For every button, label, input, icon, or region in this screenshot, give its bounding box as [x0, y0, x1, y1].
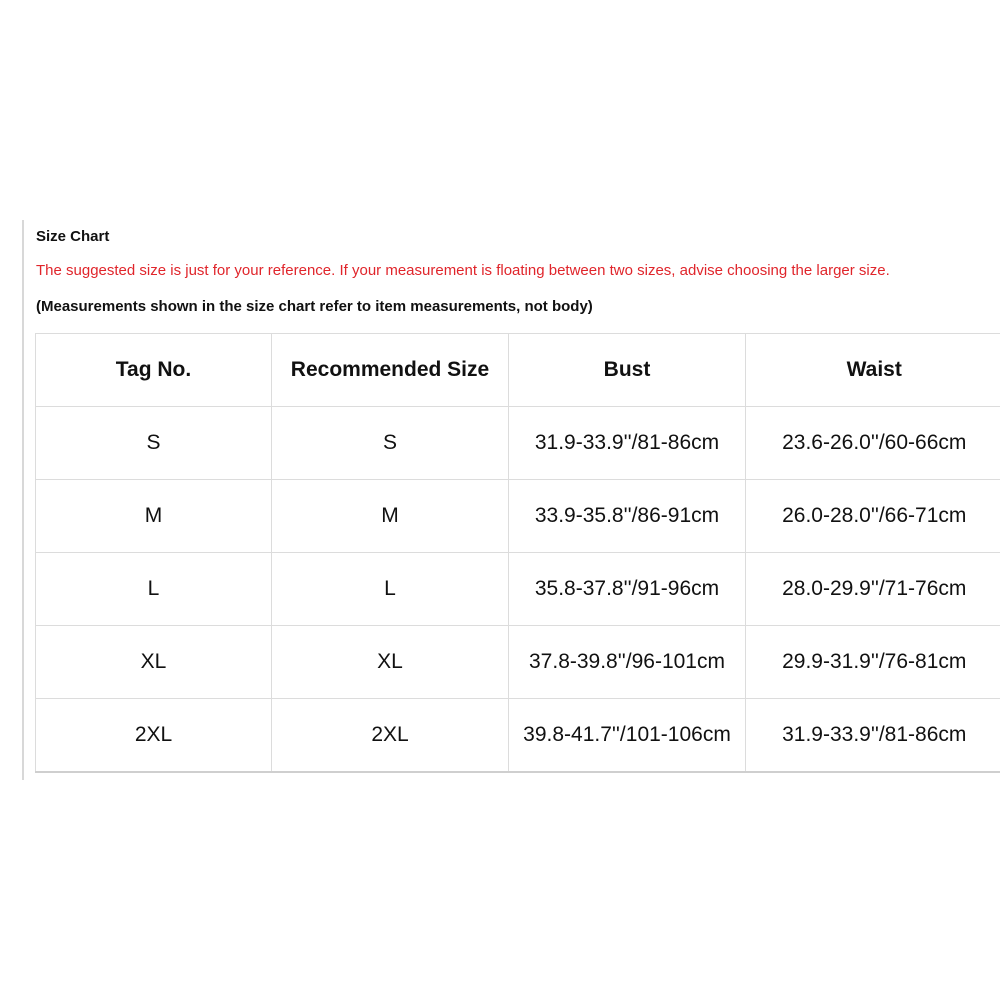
- table-row: [36, 553, 1000, 626]
- cell-recommended-size: M: [272, 480, 509, 553]
- cell-bust: 35.8-37.8''/91-96cm: [509, 553, 746, 626]
- cell-recommended-size: 2XL: [272, 699, 509, 773]
- cell-waist: 29.9-31.9''/76-81cm: [746, 626, 1000, 699]
- cell-bust: 37.8-39.8''/96-101cm: [509, 626, 746, 699]
- cell-recommended-size: S: [272, 407, 509, 480]
- table-row: [36, 480, 1000, 553]
- size-table: [35, 333, 1000, 773]
- size-advice-notice: The suggested size is just for your reference. If your measurement is floating between two sizes, advise choosing the larger size.: [36, 262, 890, 279]
- cell-recommended-size: L: [272, 553, 509, 626]
- cell-bust: 31.9-33.9''/81-86cm: [509, 407, 746, 480]
- cell-waist: 26.0-28.0''/66-71cm: [746, 480, 1000, 553]
- table-row: [36, 626, 1000, 699]
- size-chart-title: Size Chart: [36, 228, 110, 245]
- header-waist: Waist: [746, 334, 1000, 407]
- cell-bust: 33.9-35.8''/86-91cm: [509, 480, 746, 553]
- header-tag-no: Tag No.: [36, 334, 272, 407]
- cell-waist: 28.0-29.9''/71-76cm: [746, 553, 1000, 626]
- cell-tag-no: 2XL: [36, 699, 272, 773]
- cell-tag-no: XL: [36, 626, 272, 699]
- cell-tag-no: L: [36, 553, 272, 626]
- header-recommended-size: Recommended Size: [272, 334, 509, 407]
- cell-bust: 39.8-41.7''/101-106cm: [509, 699, 746, 773]
- header-bust: Bust: [509, 334, 746, 407]
- table-header-row: [36, 334, 1000, 407]
- cell-recommended-size: XL: [272, 626, 509, 699]
- cell-waist: 31.9-33.9''/81-86cm: [746, 699, 1000, 773]
- cell-tag-no: S: [36, 407, 272, 480]
- cell-tag-no: M: [36, 480, 272, 553]
- table-row: [36, 407, 1000, 480]
- size-chart-panel: [22, 220, 1000, 780]
- measurement-note: (Measurements shown in the size chart refer to item measurements, not body): [36, 298, 593, 315]
- cell-waist: 23.6-26.0''/60-66cm: [746, 407, 1000, 480]
- table-row: [36, 699, 1000, 773]
